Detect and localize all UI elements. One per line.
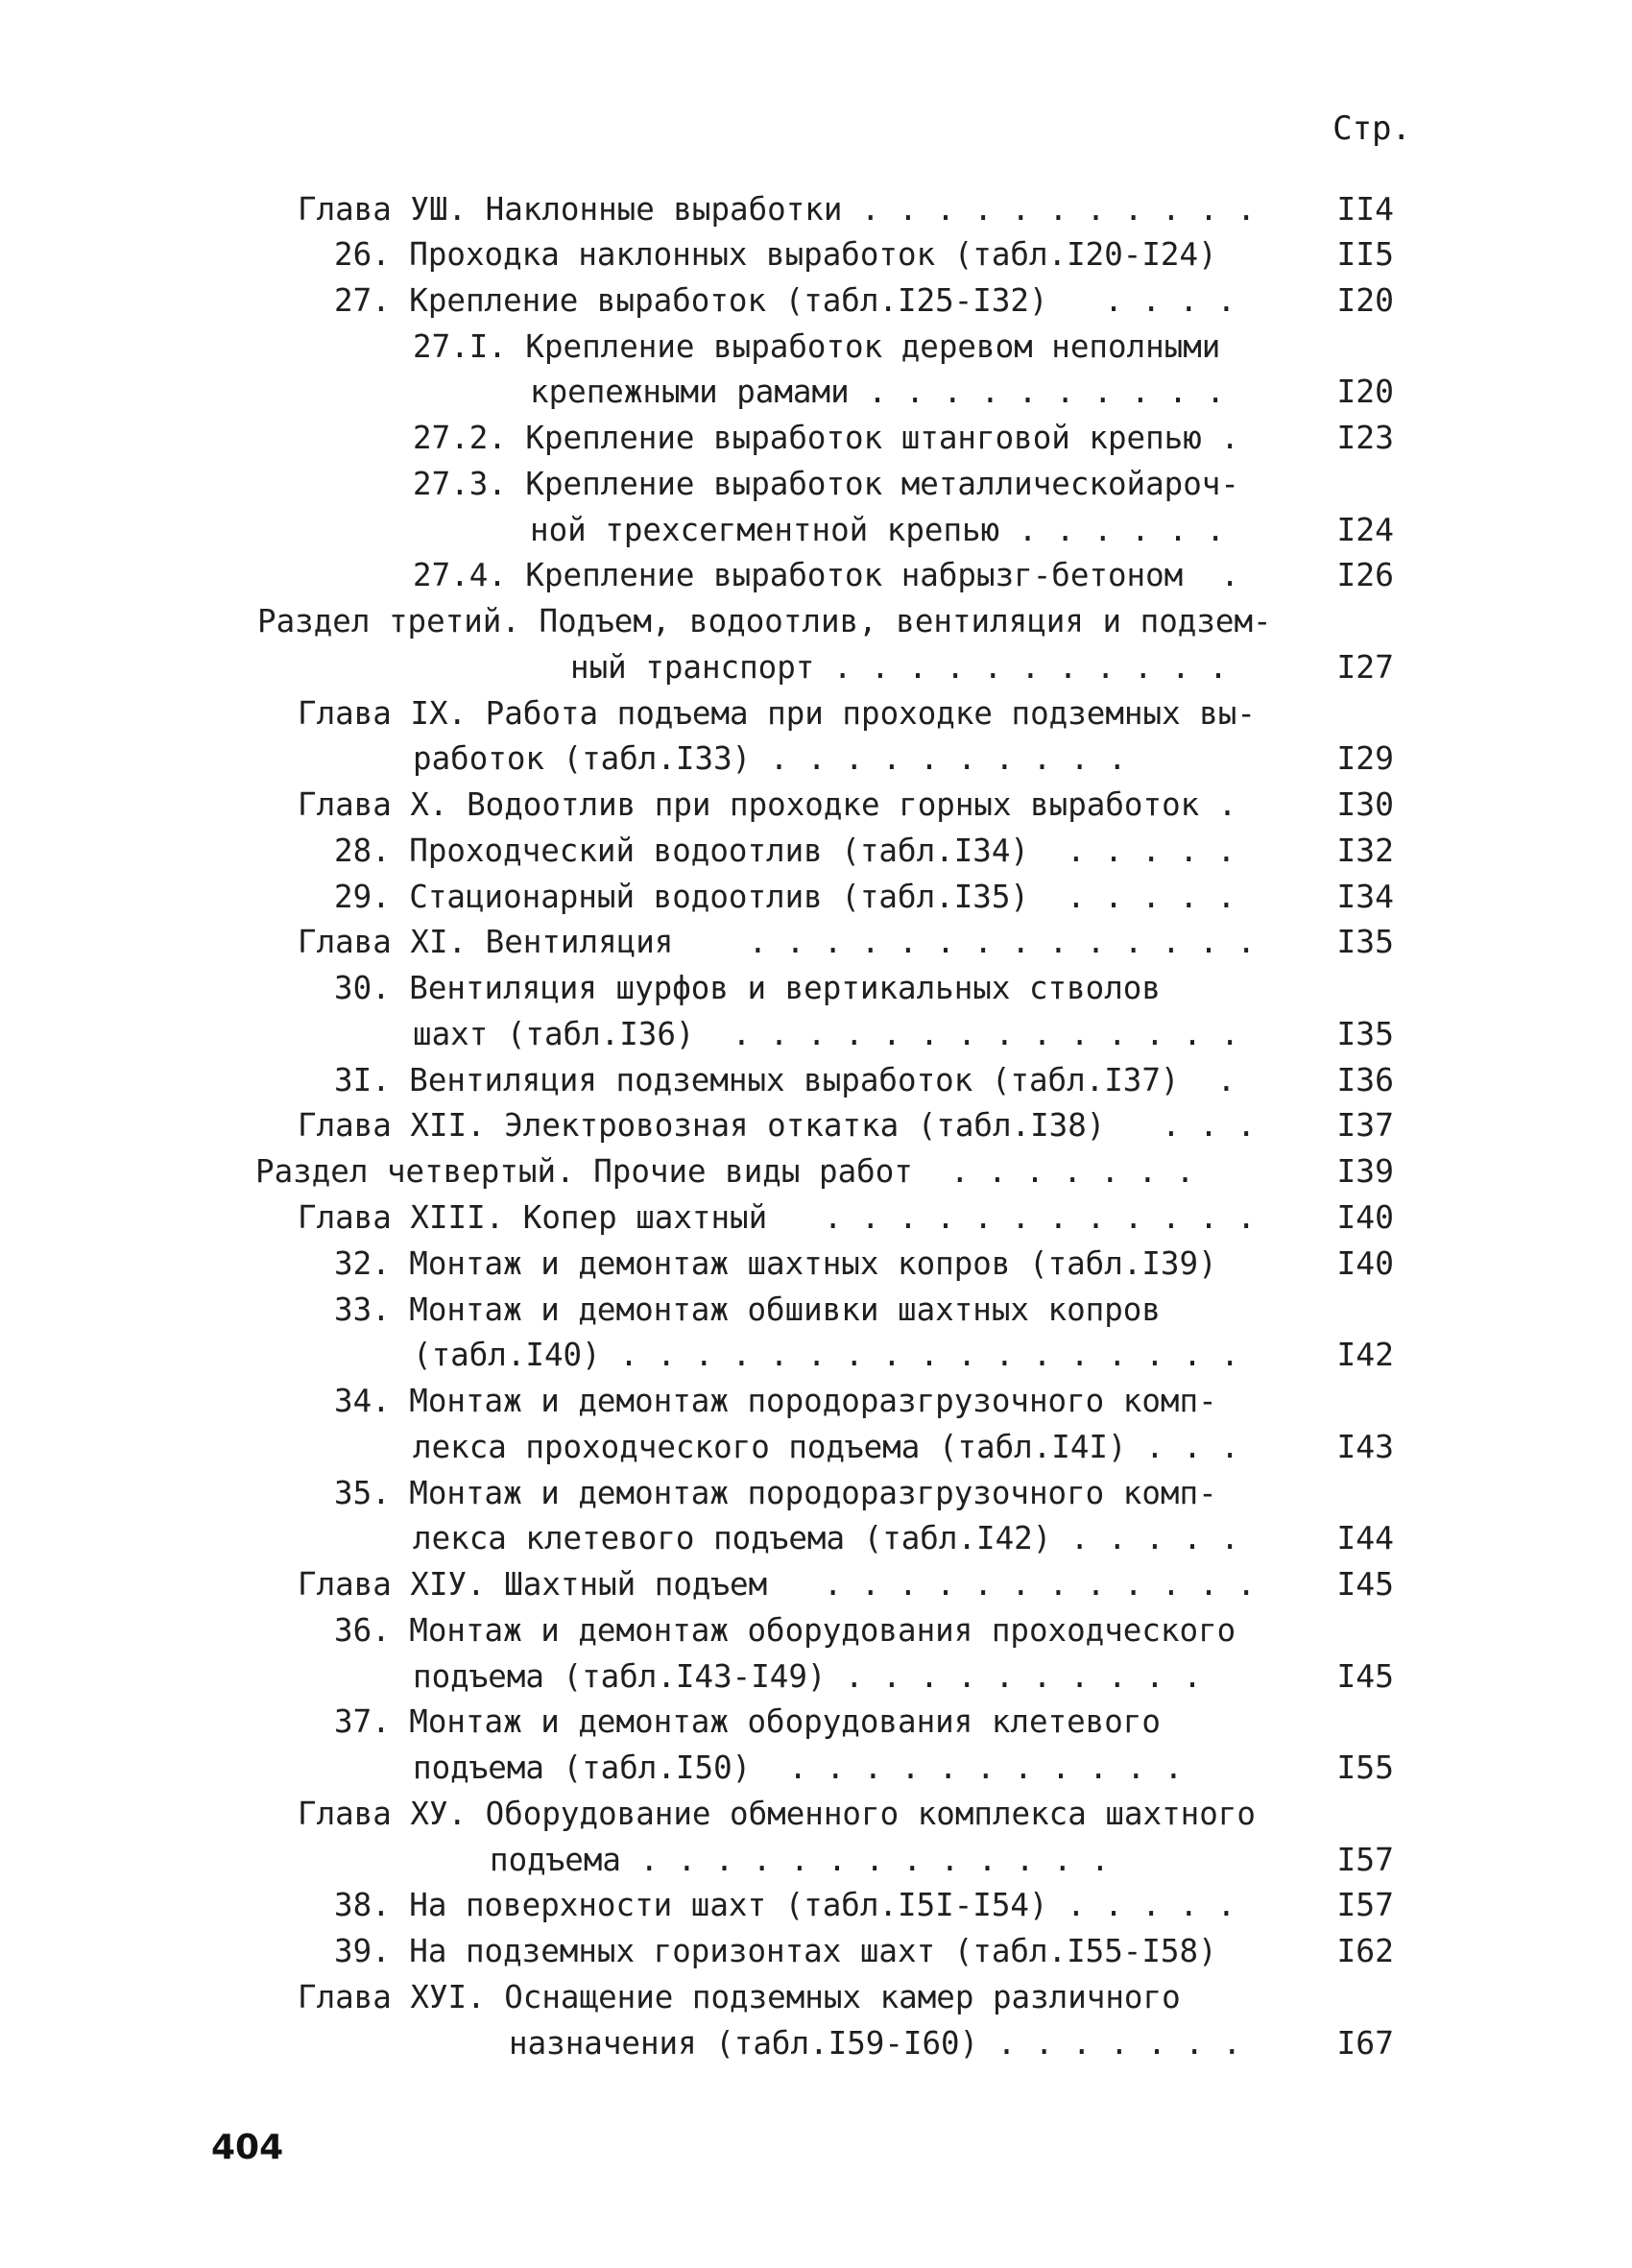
toc-entry-28: 28. Проходческий водоотлив (табл.I34) . . . . . [334, 832, 1236, 869]
toc-page-number: I32 [1336, 832, 1394, 869]
toc-entry-chapter-10: Глава X. Водоотлив при проходке горных выработок . [298, 786, 1237, 823]
toc-entry-26: 26. Проходка наклонных выработок (табл.I20-I24) [334, 236, 1217, 273]
toc-entry-32: 32. Монтаж и демонтаж шахтных копров (табл.I39) [334, 1245, 1217, 1282]
toc-entry-27-1-cont: крепежными рамами . . . . . . . . . . [530, 374, 1225, 410]
toc-page-number: I37 [1336, 1106, 1394, 1144]
toc-page-number: I44 [1336, 1519, 1394, 1556]
toc-page-number: I36 [1336, 1061, 1394, 1098]
toc-entry-chapter-13: Глава XIII. Копер шахтный . . . . . . . . . . . . [298, 1199, 1256, 1236]
toc-page-number: I23 [1336, 419, 1394, 456]
toc-page-number: I57 [1336, 1841, 1394, 1878]
toc-page-number: I67 [1336, 2024, 1394, 2062]
toc-page-number: I40 [1336, 1198, 1394, 1236]
toc-page-number: I34 [1336, 878, 1394, 915]
toc-entry-27-3: 27.3. Крепление выработок металлическойароч- [413, 466, 1239, 502]
toc-entry-chapter-11: Глава XI. Вентиляция . . . . . . . . . . . . . . [298, 924, 1256, 960]
toc-entry-27: 27. Крепление выработок (табл.I25-I32) . . . . [334, 282, 1236, 319]
toc-entry-27-2: 27.2. Крепление выработок штанговой крепью . [413, 420, 1239, 456]
toc-entry-27-4: 27.4. Крепление выработок набрызг-бетоном . [413, 557, 1239, 593]
toc-entry-chapter-8: Глава УШ. Наклонные выработки . . . . . . . . . . . [298, 191, 1256, 228]
toc-page-number: I30 [1336, 785, 1394, 823]
toc-page-number: I29 [1336, 739, 1394, 777]
toc-page-number: I40 [1336, 1244, 1394, 1282]
toc-page-number: I20 [1336, 373, 1394, 410]
toc-entry-37: 37. Монтаж и демонтаж оборудования клетевого [334, 1703, 1161, 1740]
toc-page-number: I45 [1336, 1565, 1394, 1603]
toc-entry-27-3-cont: ной трехсегментной крепью . . . . . . [530, 512, 1225, 548]
toc-page-number: I24 [1336, 511, 1394, 548]
toc-page-number: I39 [1336, 1152, 1394, 1190]
toc-entry-35-cont: лекса клетевого подъема (табл.I42) . . . . . [413, 1520, 1239, 1556]
toc-entry-29: 29. Стационарный водоотлив (табл.I35) . . . . . [334, 879, 1236, 915]
toc-entry-section-4: Раздел четвертый. Прочие виды работ . . . . . . . [255, 1153, 1195, 1190]
toc-entry-37-cont: подъема (табл.I50) . . . . . . . . . . . [413, 1749, 1184, 1786]
toc-page-number: II5 [1336, 235, 1394, 273]
toc-page-number: I26 [1336, 556, 1394, 593]
toc-page-number: I27 [1336, 648, 1394, 686]
toc-entry-chapter-9-cont: работок (табл.I33) . . . . . . . . . . [413, 740, 1127, 777]
toc-entry-chapter-16-cont: назначения (табл.I59-I60) . . . . . . . [509, 2025, 1242, 2062]
toc-entry-31: 3I. Вентиляция подземных выработок (табл.I37) . [334, 1062, 1236, 1098]
toc-entry-section-3-cont: ный транспорт . . . . . . . . . . . [570, 649, 1228, 686]
toc-entry-27-1: 27.I. Крепление выработок деревом неполными [413, 328, 1221, 365]
toc-entry-38: 38. На поверхности шахт (табл.I5I-I54) . . . . . [334, 1887, 1236, 1923]
toc-entry-36: 36. Монтаж и демонтаж оборудования проходческого [334, 1612, 1236, 1649]
toc-entry-section-3: Раздел третий. Подъем, водоотлив, вентиляция и подзем- [257, 603, 1272, 639]
toc-page-number: II4 [1336, 190, 1394, 228]
toc-entry-30: 30. Вентиляция шурфов и вертикальных стволов [334, 970, 1161, 1006]
toc-entry-33-cont: (табл.I40) . . . . . . . . . . . . . . . . . [413, 1337, 1239, 1373]
toc-entry-chapter-12: Глава XII. Электровозная откатка (табл.I38) . . . [298, 1107, 1256, 1144]
toc-page-number: I55 [1336, 1749, 1394, 1786]
toc-entry-30-cont: шахт (табл.I36) . . . . . . . . . . . . . . [413, 1016, 1239, 1052]
toc-page-number: I62 [1336, 1932, 1394, 1969]
toc-page-number: I45 [1336, 1657, 1394, 1695]
toc-entry-34-cont: лекса проходческого подъема (табл.I4I) . . . [413, 1429, 1239, 1465]
toc-entry-chapter-16: Глава ХУI. Оснащение подземных камер различного [298, 1979, 1181, 2015]
toc-page-number: I57 [1336, 1886, 1394, 1923]
page-folio: 404 [211, 2128, 284, 2167]
page-column-header: Стр. [1332, 109, 1411, 148]
toc-entry-35: 35. Монтаж и демонтаж породоразгрузочного комп- [334, 1475, 1217, 1511]
toc-entry-chapter-15-cont: подъема . . . . . . . . . . . . . [490, 1842, 1110, 1878]
toc-page-number: I42 [1336, 1336, 1394, 1373]
toc-page-number: I20 [1336, 281, 1394, 319]
toc-entry-chapter-15: Глава ХУ. Оборудование обменного комплекса шахтного [298, 1796, 1256, 1832]
toc-page-number: I43 [1336, 1428, 1394, 1465]
toc-entry-34: 34. Монтаж и демонтаж породоразгрузочного комп- [334, 1383, 1217, 1419]
toc-entry-39: 39. На подземных горизонтах шахт (табл.I55-I58) [334, 1933, 1217, 1969]
toc-page-number: I35 [1336, 923, 1394, 960]
toc-entry-chapter-9: Глава IX. Работа подъема при проходке подземных вы- [298, 695, 1256, 732]
toc-page-number: I35 [1336, 1015, 1394, 1052]
toc-entry-33: 33. Монтаж и демонтаж обшивки шахтных копров [334, 1291, 1161, 1328]
toc-entry-36-cont: подъема (табл.I43-I49) . . . . . . . . . . [413, 1658, 1202, 1695]
toc-entry-chapter-14: Глава XIУ. Шахтный подъем . . . . . . . . . . . . [298, 1566, 1256, 1603]
